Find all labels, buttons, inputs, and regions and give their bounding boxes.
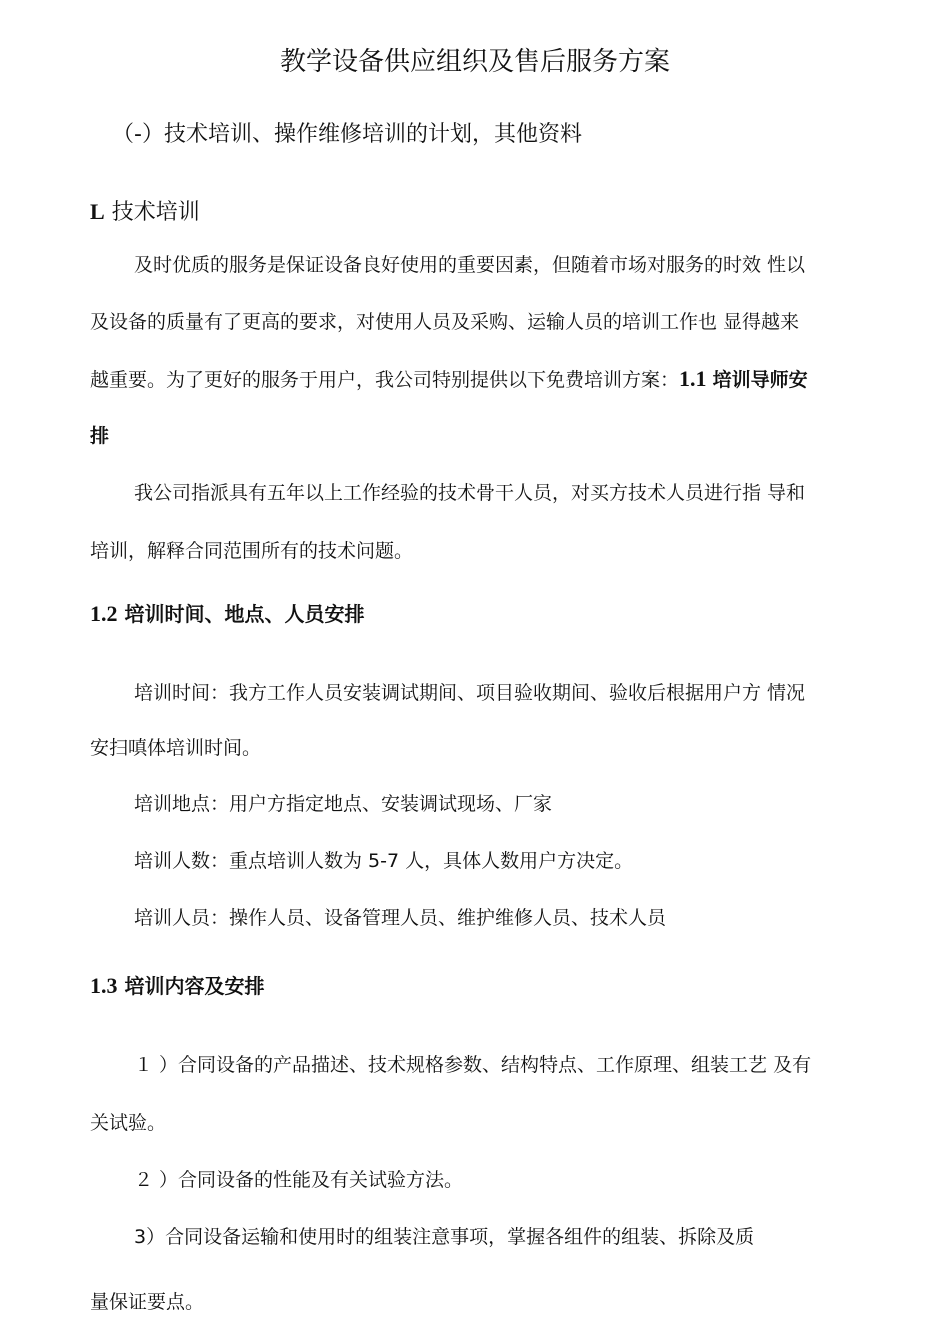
section-heading: （-）技术培训、操作维修培训的计划，其他资料 xyxy=(112,122,582,147)
para-1-1-line-2: 培训，解释合同范围所有的技术问题。 xyxy=(90,540,414,562)
para-1-2-line-2: 安扫嗔体培训时间。 xyxy=(90,737,262,759)
training-location: 培训地点：用户方指定地点、安装调试现场、厂家 xyxy=(134,793,553,815)
para-1-2-line-1: 培训时间：我方工作人员安装调试期间、项目验收期间、验收后根据用户方 情况 xyxy=(134,682,806,704)
heading-technical-training xyxy=(90,197,200,228)
content-item-3-line-2: 量保证要点。 xyxy=(90,1291,205,1313)
content-item-1-line-1: １ ）合同设备的产品描述、技术规格参数、结构特点、工作原理、组装工艺 及有 xyxy=(134,1054,812,1076)
content-item-3-line-1: 3）合同设备运输和使用时的组装注意事项，掌握各组件的组装、拆除及质 xyxy=(134,1226,755,1248)
content-item-2: ２ ）合同设备的性能及有关试验方法。 xyxy=(134,1169,464,1191)
subheading-1-2-text: 培训时间、地点、人员安排 xyxy=(124,602,365,626)
training-count: 培训人数：重点培训人数为 5-7 人，具体人数用户方决定。 xyxy=(134,850,634,872)
training-personnel: 培训人员：操作人员、设备管理人员、维护维修人员、技术人员 xyxy=(134,907,667,929)
subheading-1-3-number: 1.3 xyxy=(90,973,118,998)
heading-number: L xyxy=(90,199,105,224)
intro-line-1: 及时优质的服务是保证设备良好使用的重要因素，但随着市场对服务的时效 性以 xyxy=(134,254,806,276)
subheading-1-1-number: 1.1 xyxy=(679,366,707,391)
subheading-1-3 xyxy=(90,972,264,1000)
subheading-1-3-text: 培训内容及安排 xyxy=(124,974,265,998)
para-1-1-line-1: 我公司指派具有五年以上工作经验的技术骨干人员，对买方技术人员进行指 导和 xyxy=(134,482,806,504)
intro-line-3 xyxy=(90,366,808,393)
heading-text: 技术培训 xyxy=(111,200,200,225)
content-item-1-line-2: 关试验。 xyxy=(90,1112,167,1134)
subheading-1-1-text-a: 培训导师安 xyxy=(712,369,808,391)
subheading-1-2-number: 1.2 xyxy=(90,601,118,626)
document-title: 教学设备供应组织及售后服务方案 xyxy=(279,47,670,77)
intro-line-3-text: 越重要。为了更好的服务于用户，我公司特别提供以下免费培训方案： xyxy=(90,369,680,391)
subheading-1-1-text-b: 排 xyxy=(90,425,110,447)
subheading-1-2 xyxy=(90,600,364,628)
intro-line-2: 及设备的质量有了更高的要求，对使用人员及采购、运输人员的培训工作也 显得越来 xyxy=(90,311,800,333)
